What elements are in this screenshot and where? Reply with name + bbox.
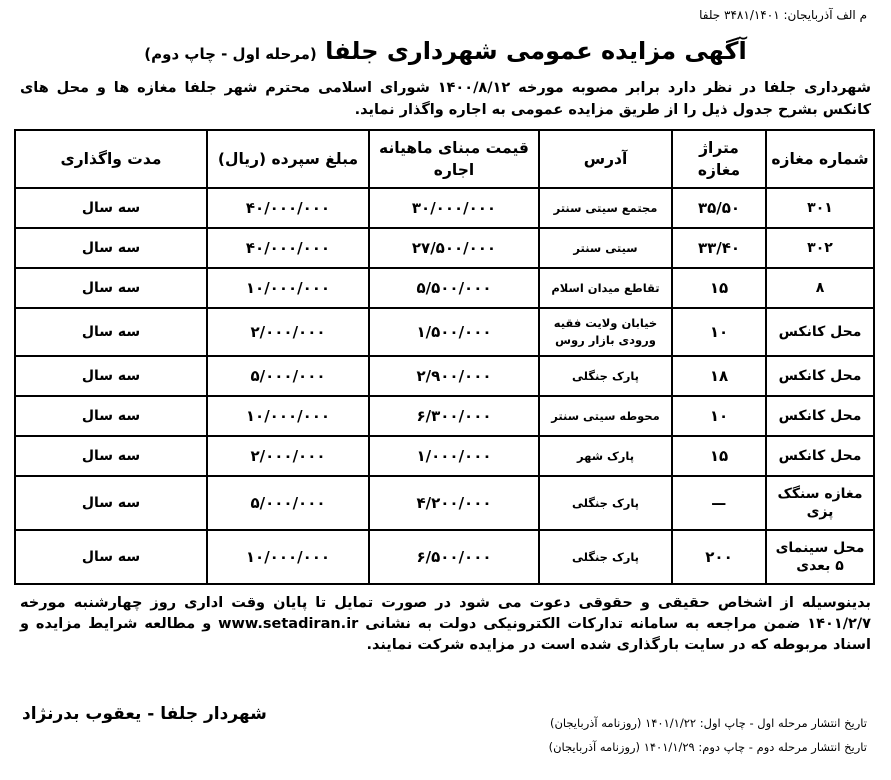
cell-area: ۳۳/۴۰ [672, 228, 766, 268]
cell-shop-no: محل کانکس [766, 356, 874, 396]
cell-base-rent: ۶/۵۰۰/۰۰۰ [369, 530, 539, 584]
header-area: متراژ مغازه [672, 130, 766, 188]
cell-area: ۲۰۰ [672, 530, 766, 584]
table-row [15, 228, 874, 268]
table-header-row [15, 130, 874, 188]
cell-address: پارک جنگلی [539, 356, 672, 396]
cell-area: ۱۵ [672, 268, 766, 308]
notice-subtitle: (مرحله اول - چاپ دوم) [144, 45, 317, 63]
cell-area: ۳۵/۵۰ [672, 188, 766, 228]
cell-shop-no: ۸ [766, 268, 874, 308]
cell-shop-no: محل کانکس [766, 396, 874, 436]
cell-area: ۱۰ [672, 308, 766, 356]
cell-area: — [672, 476, 766, 530]
footer-paragraph: بدینوسیله از اشخاص حقیقی و حقوقی دعوت می شود در صورت تمایل تا پایان وقت اداری روز چهارشنبه مورخه ۱۴۰۱/۲/۷ ضمن مراجعه به سامانه تدارکات الکترونیکی دولت به نشانی www.setadiran.ir و مطالعه شرایط مزایده و اسناد مربوطه که در سایت بارگذاری شده است در مزایده شرکت نمایند. [20, 595, 871, 653]
table-row [15, 356, 874, 396]
cell-shop-no: محل کانکس [766, 436, 874, 476]
cell-duration: سه سال [15, 356, 207, 396]
cell-duration: سه سال [15, 308, 207, 356]
cell-duration: سه سال [15, 530, 207, 584]
cell-address: تقاطع میدان اسلام [539, 268, 672, 308]
cell-base-rent: ۲۷/۵۰۰/۰۰۰ [369, 228, 539, 268]
reference-number: م الف آذربایجان: ۳۴۸۱/۱۴۰۱ جلفا [699, 8, 867, 22]
header-base-rent: قیمت مبنای ماهیانه اجاره [369, 130, 539, 188]
cell-duration: سه سال [15, 476, 207, 530]
table-row [15, 436, 874, 476]
table-row [15, 188, 874, 228]
cell-shop-no: مغازه سنگک پزی [766, 476, 874, 530]
notice-title: آگهی مزایده عمومی شهرداری جلفا [325, 37, 747, 65]
cell-shop-no: محل سینمای ۵ بعدی [766, 530, 874, 584]
table-body [15, 188, 874, 584]
cell-address: سیتی سنتر [539, 228, 672, 268]
cell-deposit: ۲/۰۰۰/۰۰۰ [207, 308, 369, 356]
publication-date-second: تاریخ انتشار مرحله دوم - چاپ دوم: ۱۴۰۱/۱/۲۹ (روزنامه آذربایجان) [548, 740, 867, 754]
table-row [15, 396, 874, 436]
cell-address: خیابان ولایت فقیه ورودی بازار روس [539, 308, 672, 356]
header-address: آدرس [539, 130, 672, 188]
header-duration: مدت واگذاری [15, 130, 207, 188]
auction-table [14, 129, 875, 585]
cell-address: مجتمع سیتی سنتر [539, 188, 672, 228]
cell-base-rent: ۵/۵۰۰/۰۰۰ [369, 268, 539, 308]
table-row [15, 530, 874, 584]
cell-address: پارک جنگلی [539, 476, 672, 530]
cell-shop-no: ۳۰۱ [766, 188, 874, 228]
mayor-signature: شهردار جلفا - یعقوب بدرنژاد [22, 704, 267, 724]
table-row [15, 476, 874, 530]
cell-deposit: ۱۰/۰۰۰/۰۰۰ [207, 268, 369, 308]
cell-deposit: ۴۰/۰۰۰/۰۰۰ [207, 228, 369, 268]
cell-area: ۱۰ [672, 396, 766, 436]
cell-shop-no: ۳۰۲ [766, 228, 874, 268]
cell-duration: سه سال [15, 188, 207, 228]
cell-shop-no: محل کانکس [766, 308, 874, 356]
table-row [15, 268, 874, 308]
cell-deposit: ۱۰/۰۰۰/۰۰۰ [207, 530, 369, 584]
cell-deposit: ۲/۰۰۰/۰۰۰ [207, 436, 369, 476]
cell-deposit: ۵/۰۰۰/۰۰۰ [207, 356, 369, 396]
cell-address: محوطه سیتی سنتر [539, 396, 672, 436]
cell-deposit: ۱۰/۰۰۰/۰۰۰ [207, 396, 369, 436]
intro-paragraph: شهرداری جلفا در نظر دارد برابر مصوبه مورخه ۱۴۰۰/۸/۱۲ شورای اسلامی محترم شهر جلفا مغازه ها و محل های کانکس بشرح جدول ذیل را از طریق مزایده عمومی به اجاره واگذار نماید. [20, 80, 871, 118]
cell-base-rent: ۲/۹۰۰/۰۰۰ [369, 356, 539, 396]
cell-deposit: ۴۰/۰۰۰/۰۰۰ [207, 188, 369, 228]
cell-base-rent: ۶/۳۰۰/۰۰۰ [369, 396, 539, 436]
header-deposit: مبلغ سپرده (ریال) [207, 130, 369, 188]
publication-date-first: تاریخ انتشار مرحله اول - چاپ اول: ۱۴۰۱/۱/۲۲ (روزنامه آذربایجان) [549, 716, 867, 730]
cell-address: پارک جنگلی [539, 530, 672, 584]
cell-base-rent: ۱/۵۰۰/۰۰۰ [369, 308, 539, 356]
cell-duration: سه سال [15, 228, 207, 268]
cell-base-rent: ۴/۲۰۰/۰۰۰ [369, 476, 539, 530]
cell-duration: سه سال [15, 436, 207, 476]
header-shop-no: شماره مغازه [766, 130, 874, 188]
cell-address: پارک شهر [539, 436, 672, 476]
cell-deposit: ۵/۰۰۰/۰۰۰ [207, 476, 369, 530]
table-row [15, 308, 874, 356]
cell-duration: سه سال [15, 396, 207, 436]
notice-title-block [16, 36, 875, 69]
cell-area: ۱۵ [672, 436, 766, 476]
cell-base-rent: ۳۰/۰۰۰/۰۰۰ [369, 188, 539, 228]
cell-duration: سه سال [15, 268, 207, 308]
cell-base-rent: ۱/۰۰۰/۰۰۰ [369, 436, 539, 476]
cell-area: ۱۸ [672, 356, 766, 396]
